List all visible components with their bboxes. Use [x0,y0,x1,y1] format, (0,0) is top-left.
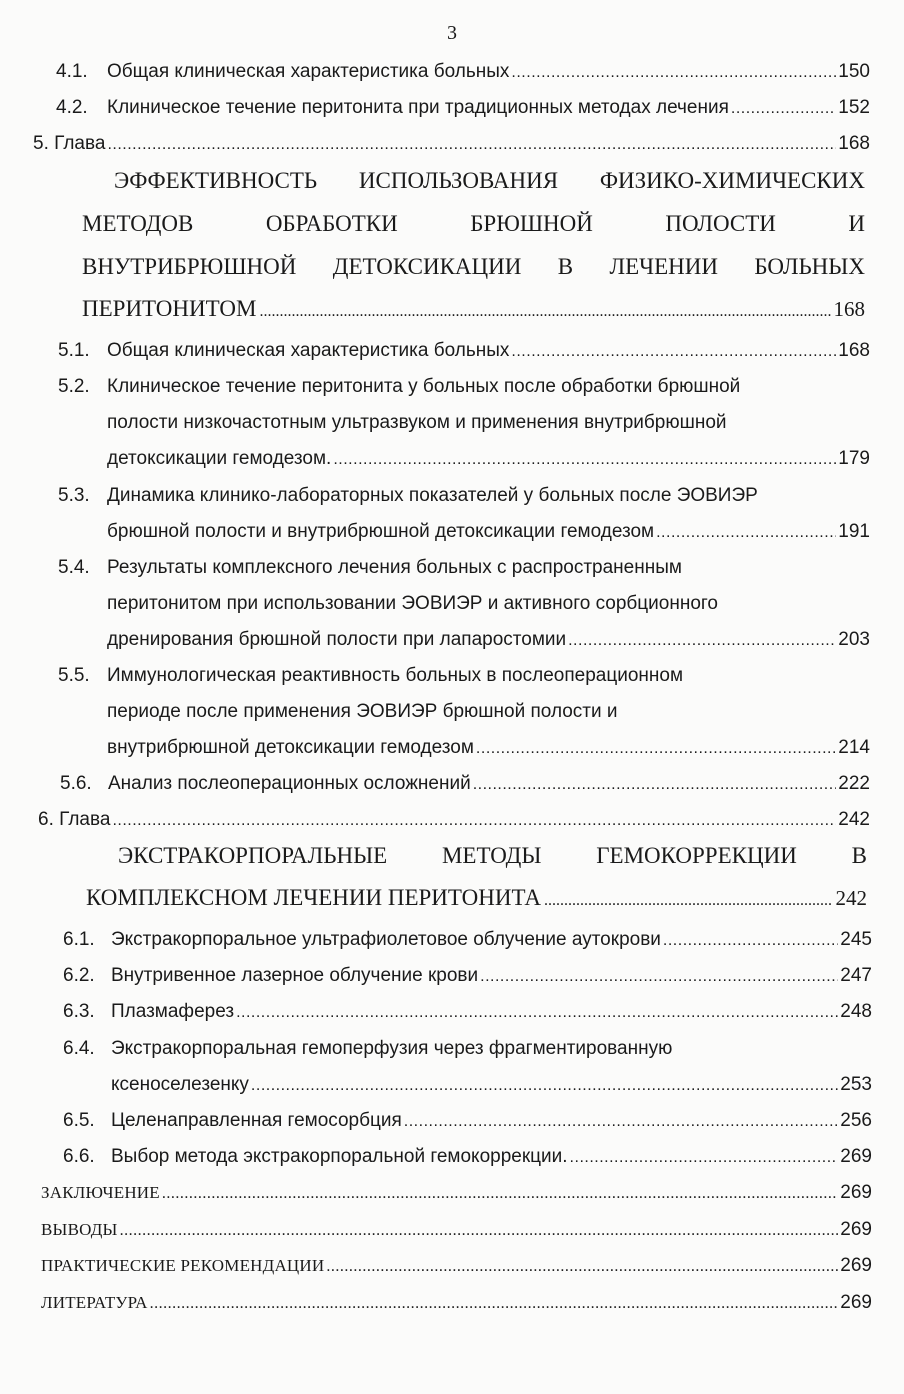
toc-recommendations[interactable] [41,1254,872,1279]
entry-title: Общая клиническая характеристика больных [107,340,510,361]
dot-leader [404,1110,839,1134]
dot-leader [480,965,838,989]
entry-number: 6.5. [63,1110,95,1131]
dot-leader [251,1074,838,1098]
entry-page: 203 [838,629,870,650]
entry-page: 269 [840,1292,872,1313]
toc-entry[interactable] [111,1073,872,1098]
entry-number: 6.6. [63,1146,95,1167]
entry-title: Выбор метода экстракорпоральной гемокоррекции. [111,1146,568,1167]
dot-leader [568,629,836,653]
dot-leader [150,1292,839,1316]
chapter-label: 6. Глава [38,809,111,830]
entry-page: 269 [840,1182,872,1203]
toc-entry[interactable] [111,928,872,953]
dot-leader [120,1219,839,1243]
entry-title: брюшной полости и внутрибрюшной детоксикации гемодезом [107,521,655,542]
entry-number: 5.4. [58,557,90,578]
entry-title: Внутривенное лазерное облучение крови [111,965,479,986]
entry-title[interactable]: Иммунологическая реактивность больных в послеоперационном [107,665,684,686]
dot-leader [656,521,836,545]
entry-title[interactable]: Результаты комплексного лечения больных с распространенным [107,557,682,578]
toc-chapter[interactable] [33,132,870,157]
dot-leader [162,1182,838,1206]
chapter-page: 242 [838,809,870,830]
toc-entry[interactable] [107,447,870,472]
entry-title: ЛИТЕРАТУРА [41,1293,148,1312]
dot-leader [259,298,830,326]
entry-title: ксеноселезенку [111,1074,249,1095]
toc-entry[interactable] [108,772,870,797]
toc-entry[interactable] [111,964,872,989]
entry-page: 247 [840,965,872,986]
entry-title: ПРАКТИЧЕСКИЕ РЕКОМЕНДАЦИИ [41,1256,325,1275]
entry-title: Анализ послеоперационных осложнений [108,773,471,794]
dot-leader [476,737,836,761]
entry-title: внутрибрюшной детоксикации гемодезом [107,737,474,758]
entry-title: Общая клиническая характеристика больных [107,61,510,82]
entry-number: 5.6. [60,773,92,794]
entry-number: 6.1. [63,929,95,950]
toc-entry[interactable] [107,339,870,364]
entry-page: 253 [840,1074,872,1095]
entry-number: 6.2. [63,965,95,986]
chapter-label: 5. Глава [33,133,106,154]
entry-title: Клиническое течение перитонита при традиционных методах лечения [107,97,729,118]
entry-number: 4.1. [56,61,88,82]
entry-page: 269 [840,1219,872,1240]
toc-entry[interactable] [107,60,870,85]
entry-page: 256 [840,1110,872,1131]
toc-entry[interactable] [107,736,870,761]
chapter-title-last-line[interactable] [86,884,867,915]
entry-title: Плазмаферез [111,1001,235,1022]
chapter-page: 168 [838,133,870,154]
dot-leader [326,1255,838,1279]
toc-entry[interactable] [111,1000,872,1025]
entry-title: дренирования брюшной полости при лапаростомии [107,629,567,650]
chapter-title-end: ПЕРИТОНИТОМ [82,296,257,321]
entry-number: 4.2. [56,97,88,118]
entry-title: ВЫВОДЫ [41,1220,118,1239]
entry-title: Экстракорпоральное ультрафиолетовое облучение аутокрови [111,929,661,950]
chapter-title-line: МЕТОДОВ ОБРАБОТКИ БРЮШНОЙ ПОЛОСТИ И [82,211,865,236]
entry-number: 5.1. [58,340,90,361]
entry-title[interactable]: Экстракорпоральная гемоперфузия через фрагментированную [111,1038,673,1059]
dot-leader [570,1146,839,1170]
chapter-title-line: ВНУТРИБРЮШНОЙ ДЕТОКСИКАЦИИ В ЛЕЧЕНИИ БОЛЬНЫХ [82,254,865,279]
entry-title[interactable]: перитонитом при использовании ЭОВИЭР и активного сорбционного [107,593,718,614]
entry-page: 214 [838,737,870,758]
entry-number: 6.4. [63,1038,95,1059]
dot-leader [511,61,836,85]
entry-title[interactable]: Клиническое течение перитонита у больных после обработки брюшной [107,376,741,397]
entry-title: детоксикации гемодезом. [107,448,332,469]
chapter-page: 242 [835,886,867,910]
entry-number: 5.3. [58,485,90,506]
entry-title: Целенаправленная гемосорбция [111,1110,402,1131]
dot-leader [333,448,836,472]
entry-page: 269 [840,1146,872,1167]
toc-entry[interactable] [111,1145,872,1170]
chapter-title-end: КОМПЛЕКСНОМ ЛЕЧЕНИИ ПЕРИТОНИТА [86,885,541,910]
entry-page: 248 [840,1001,872,1022]
toc-entry[interactable] [107,628,870,653]
chapter-title-line: ЭКСТРАКОРПОРАЛЬНЫЕ МЕТОДЫ ГЕМОКОРРЕКЦИИ В [118,843,867,868]
toc-entry[interactable] [107,96,870,121]
toc-references[interactable] [41,1291,872,1316]
dot-leader [236,1001,838,1025]
page-number: 3 [447,22,457,44]
chapter-title-last-line[interactable] [82,295,865,326]
entry-page: 222 [838,773,870,794]
dot-leader [107,133,836,157]
toc-conclusion[interactable] [41,1181,872,1206]
toc-findings[interactable] [41,1218,872,1243]
toc-entry[interactable] [111,1109,872,1134]
entry-title[interactable]: полости низкочастотным ультразвуком и применения внутрибрюшной [107,412,727,433]
entry-title[interactable]: Динамика клинико-лабораторных показателей у больных после ЭОВИЭР [107,485,758,506]
chapter-title-line: ЭФФЕКТИВНОСТЬ ИСПОЛЬЗОВАНИЯ ФИЗИКО-ХИМИЧЕСКИХ [114,168,865,193]
dot-leader [112,809,836,833]
entry-page: 168 [838,340,870,361]
dot-leader [544,887,833,915]
entry-page: 150 [838,61,870,82]
entry-number: 6.3. [63,1001,95,1022]
toc-entry[interactable] [107,520,870,545]
toc-chapter[interactable] [38,808,870,833]
entry-page: 269 [840,1255,872,1276]
dot-leader [731,97,836,121]
entry-title[interactable]: периоде после применения ЭОВИЭР брюшной полости и [107,701,618,722]
chapter-page: 168 [833,297,865,321]
dot-leader [511,340,836,364]
entry-page: 191 [838,521,870,542]
entry-title: ЗАКЛЮЧЕНИЕ [41,1183,160,1202]
entry-number: 5.5. [58,665,90,686]
entry-page: 245 [840,929,872,950]
entry-page: 152 [838,97,870,118]
dot-leader [473,773,837,797]
entry-page: 179 [838,448,870,469]
entry-number: 5.2. [58,376,90,397]
dot-leader [663,929,838,953]
